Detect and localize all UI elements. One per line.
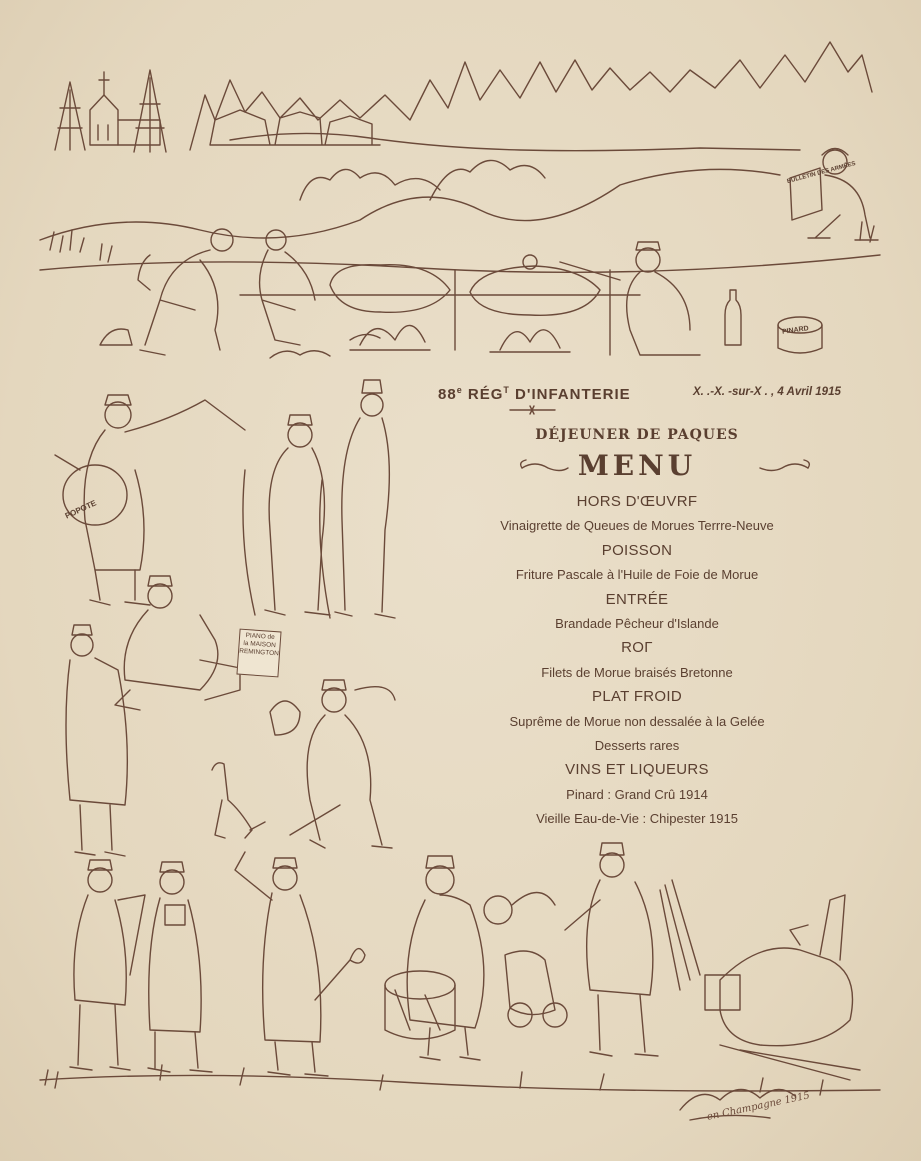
officer-with-cane-figure — [55, 395, 245, 605]
menu-dish: Filets de Morue braisés Bretonne — [541, 664, 733, 680]
piano-poster-sign — [236, 629, 281, 678]
menu-dish: Vieille Eau-de-Vie : Chipester 1915 — [536, 811, 738, 827]
title-rule — [510, 406, 555, 414]
newspaper-label: BULLETIN DES ARMÉES — [786, 160, 857, 186]
menu-section-heading: POISSON — [601, 541, 673, 559]
regiment-sup: e — [456, 385, 463, 395]
archer-figure — [565, 843, 700, 1056]
forest-edge — [230, 133, 800, 150]
ground-line — [40, 255, 880, 272]
signature-caption: en Champagne 1915 — [706, 1090, 811, 1123]
regiment-sup2: T — [503, 385, 510, 395]
menu-dish: Suprême de Morue non dessalée à la Gelée — [509, 713, 765, 729]
regiment-number: 88 — [438, 386, 457, 403]
drummer-figure — [385, 856, 484, 1060]
regiment-mid: RÉG — [462, 386, 504, 403]
place-date: X. .-X. -sur-X . , 4 Avril 1915 — [693, 386, 841, 398]
menu-section-heading: ROΓ — [621, 639, 653, 657]
popote-bag-label: POPOTE — [63, 498, 98, 521]
grass-tufts-top — [50, 222, 874, 262]
poster-line: la MAISON — [243, 639, 277, 650]
menu-dish: Pinard : Grand Crû 1914 — [566, 786, 708, 802]
cannon-pot-icon — [484, 893, 567, 1028]
menu-list — [445, 490, 829, 831]
menu-section-heading: HORS D'ŒUVRF — [576, 493, 698, 510]
dog-figure — [212, 763, 265, 838]
menu-title: MENU — [577, 449, 697, 482]
menu-dish: Friture Pascale à l'Huile de Foie de Morue — [515, 567, 759, 583]
regiment-suffix: D'INFANTERIE — [509, 386, 631, 403]
hunter-with-horn-figure — [270, 680, 395, 848]
pinard-tin-label: PINARD — [781, 325, 810, 336]
pine-trees — [55, 70, 166, 152]
helmet-icon — [100, 329, 132, 345]
menu-dish: Desserts rares — [594, 737, 680, 753]
soldier-in-coat-figure — [66, 625, 127, 856]
bearded-cook-figure — [523, 242, 700, 355]
cooks-figures — [138, 229, 640, 355]
menu-dish: Vinaigrette de Queues de Morues Terrre-Neuve — [500, 518, 774, 534]
photographer-figure — [148, 862, 212, 1072]
menu-section-heading: PLAT FROID — [592, 688, 682, 706]
conductor-figure — [235, 852, 365, 1076]
roasting-pig — [330, 265, 610, 355]
menu-dish: Brandade Pêcheur d'Islande — [555, 615, 719, 631]
bugler-figure — [70, 860, 145, 1070]
regiment-title — [438, 385, 631, 403]
menu-section-heading: VINS ET LIQUEURS — [565, 761, 709, 779]
newspaper-reader-figure — [790, 149, 878, 241]
bushes — [300, 160, 545, 200]
hills — [40, 169, 780, 240]
poster-line: REMINGTON — [239, 647, 280, 658]
ground-bottom — [40, 1075, 880, 1091]
menu-section-heading: ENTRÉE — [605, 590, 669, 608]
bottle-icon — [725, 290, 741, 345]
piano-player-figure — [115, 576, 240, 710]
soldiers-pair-figure — [243, 380, 395, 618]
menu-heading: DÉJEUNER DE PAQUES — [535, 427, 739, 443]
sleeping-soldier-figure — [705, 895, 860, 1080]
poster-line: PIANO de — [245, 632, 275, 642]
